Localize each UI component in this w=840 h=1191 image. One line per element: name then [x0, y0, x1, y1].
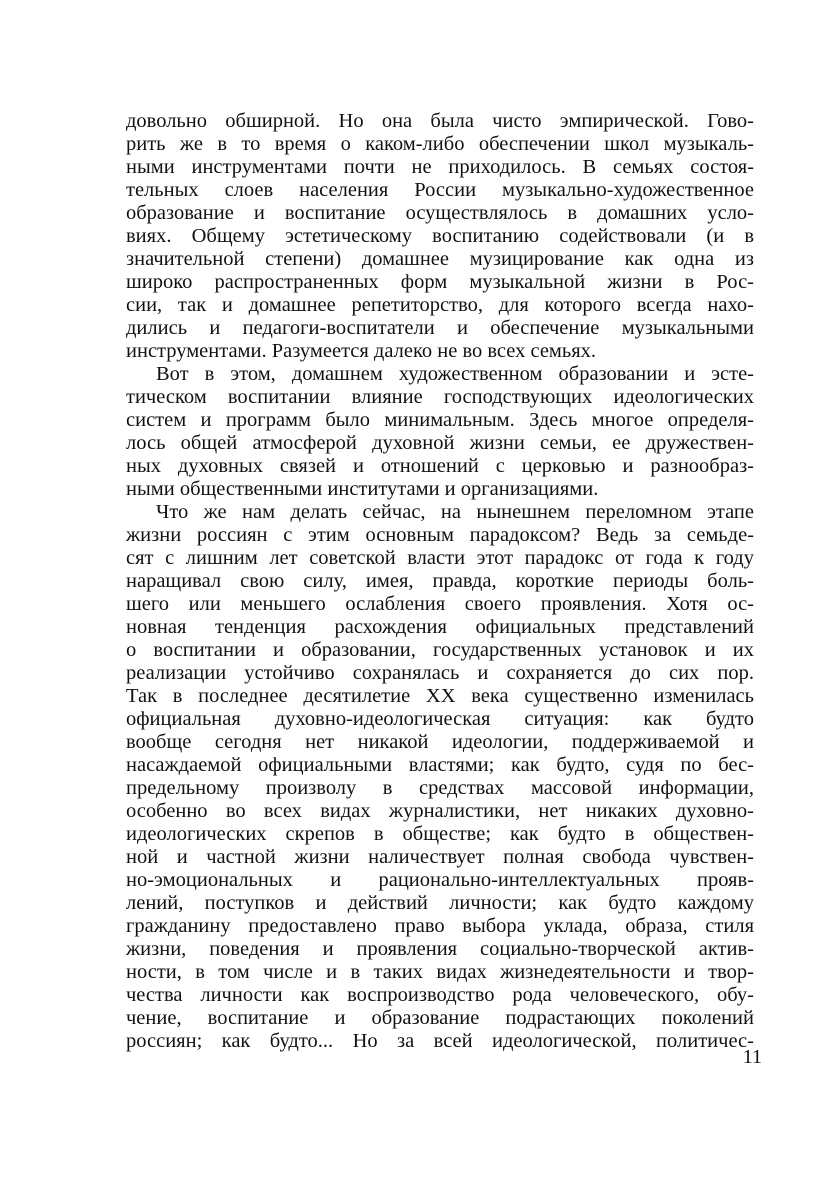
text-line: официальная духовно-идеологическая ситуация: как будто: [126, 708, 754, 730]
text-line: сят с лишним лет советской власти этот парадокс от года к году: [126, 547, 754, 569]
text-line: тельных слоев населения России музыкально-художественное: [126, 179, 754, 201]
text-line: систем и программ было минимальным. Здесь многое определя-: [126, 409, 754, 431]
text-line: особенно во всех видах журналистики, нет никаких духовно-: [126, 800, 754, 822]
text-line: образование и воспитание осуществлялось в домашних усло-: [126, 202, 754, 224]
text-line: чение, воспитание и образование подрастающих поколений: [126, 1007, 754, 1029]
text-line: вообще сегодня нет никакой идеологии, поддерживаемой и: [126, 731, 754, 753]
text-line: широко распространенных форм музыкальной жизни в Рос-: [126, 271, 754, 293]
paragraph-first-line: Что же нам делать сейчас, на нынешнем переломном этапе: [156, 501, 754, 523]
body-text: [126, 110, 754, 1053]
text-line: тическом воспитании влияние господствующих идеологических: [126, 386, 754, 408]
text-line: лось общей атмосферой духовной жизни семьи, ее дружествен-: [126, 432, 754, 454]
paragraph-first-line: Вот в этом, домашнем художественном образовании и эсте-: [156, 363, 754, 385]
text-line: россиян; как будто... Но за всей идеологической, политичес-: [126, 1030, 754, 1052]
text-line: о воспитании и образовании, государственных установок и их: [126, 639, 754, 661]
text-line: дились и педагоги-воспитатели и обеспечение музыкальными: [126, 317, 754, 339]
text-line: рить же в то время о каком-либо обеспечении школ музыкаль-: [126, 133, 754, 155]
text-line: предельному произволу в средствах массовой информации,: [126, 777, 754, 799]
text-line: ности, в том числе и в таких видах жизнедеятельности и твор-: [126, 961, 754, 983]
text-line: наращивал свою силу, имея, правда, короткие периоды боль-: [126, 570, 754, 592]
text-line: виях. Общему эстетическому воспитанию содействовали (и в: [126, 225, 754, 247]
text-line: значительной степени) домашнее музицирование как одна из: [126, 248, 754, 270]
text-line: лений, поступков и действий личности; как будто каждому: [126, 892, 754, 914]
text-line: ными инструментами почти не приходилось. В семьях состоя-: [126, 156, 754, 178]
text-line: довольно обширной. Но она была чисто эмпирической. Гово-: [126, 110, 754, 132]
text-line: гражданину предоставлено право выбора уклада, образа, стиля: [126, 915, 754, 937]
text-line: чества личности как воспроизводство рода человеческого, обу-: [126, 984, 754, 1006]
text-line: инструментами. Разумеется далеко не во всех семьях.: [126, 340, 597, 362]
text-line: идеологических скрепов в обществе; как будто в обществен-: [126, 823, 754, 845]
page-number: 11: [742, 1046, 762, 1068]
text-line: ной и частной жизни наличествует полная свобода чувствен-: [126, 846, 754, 868]
text-line: жизни, поведения и проявления социально-творческой актив-: [126, 938, 754, 960]
text-line: новная тенденция расхождения официальных представлений: [126, 616, 754, 638]
text-line: Так в последнее десятилетие XX века существенно изменилась: [126, 685, 754, 707]
text-line: ными общественными институтами и организациями.: [126, 478, 599, 500]
text-line: ных духовных связей и отношений с церковью и разнообраз-: [126, 455, 754, 477]
text-line: насаждаемой официальными властями; как будто, судя по бес-: [126, 754, 754, 776]
text-line: шего или меньшего ослабления своего проявления. Хотя ос-: [126, 593, 754, 615]
text-line: жизни россиян с этим основным парадоксом? Ведь за семьде-: [126, 524, 754, 546]
text-line: реализации устойчиво сохранялась и сохраняется до сих пор.: [126, 662, 754, 684]
text-line: сии, так и домашнее репетиторство, для которого всегда нахо-: [126, 294, 754, 316]
text-line: но-эмоциональных и рационально-интеллектуальных прояв-: [126, 869, 754, 891]
